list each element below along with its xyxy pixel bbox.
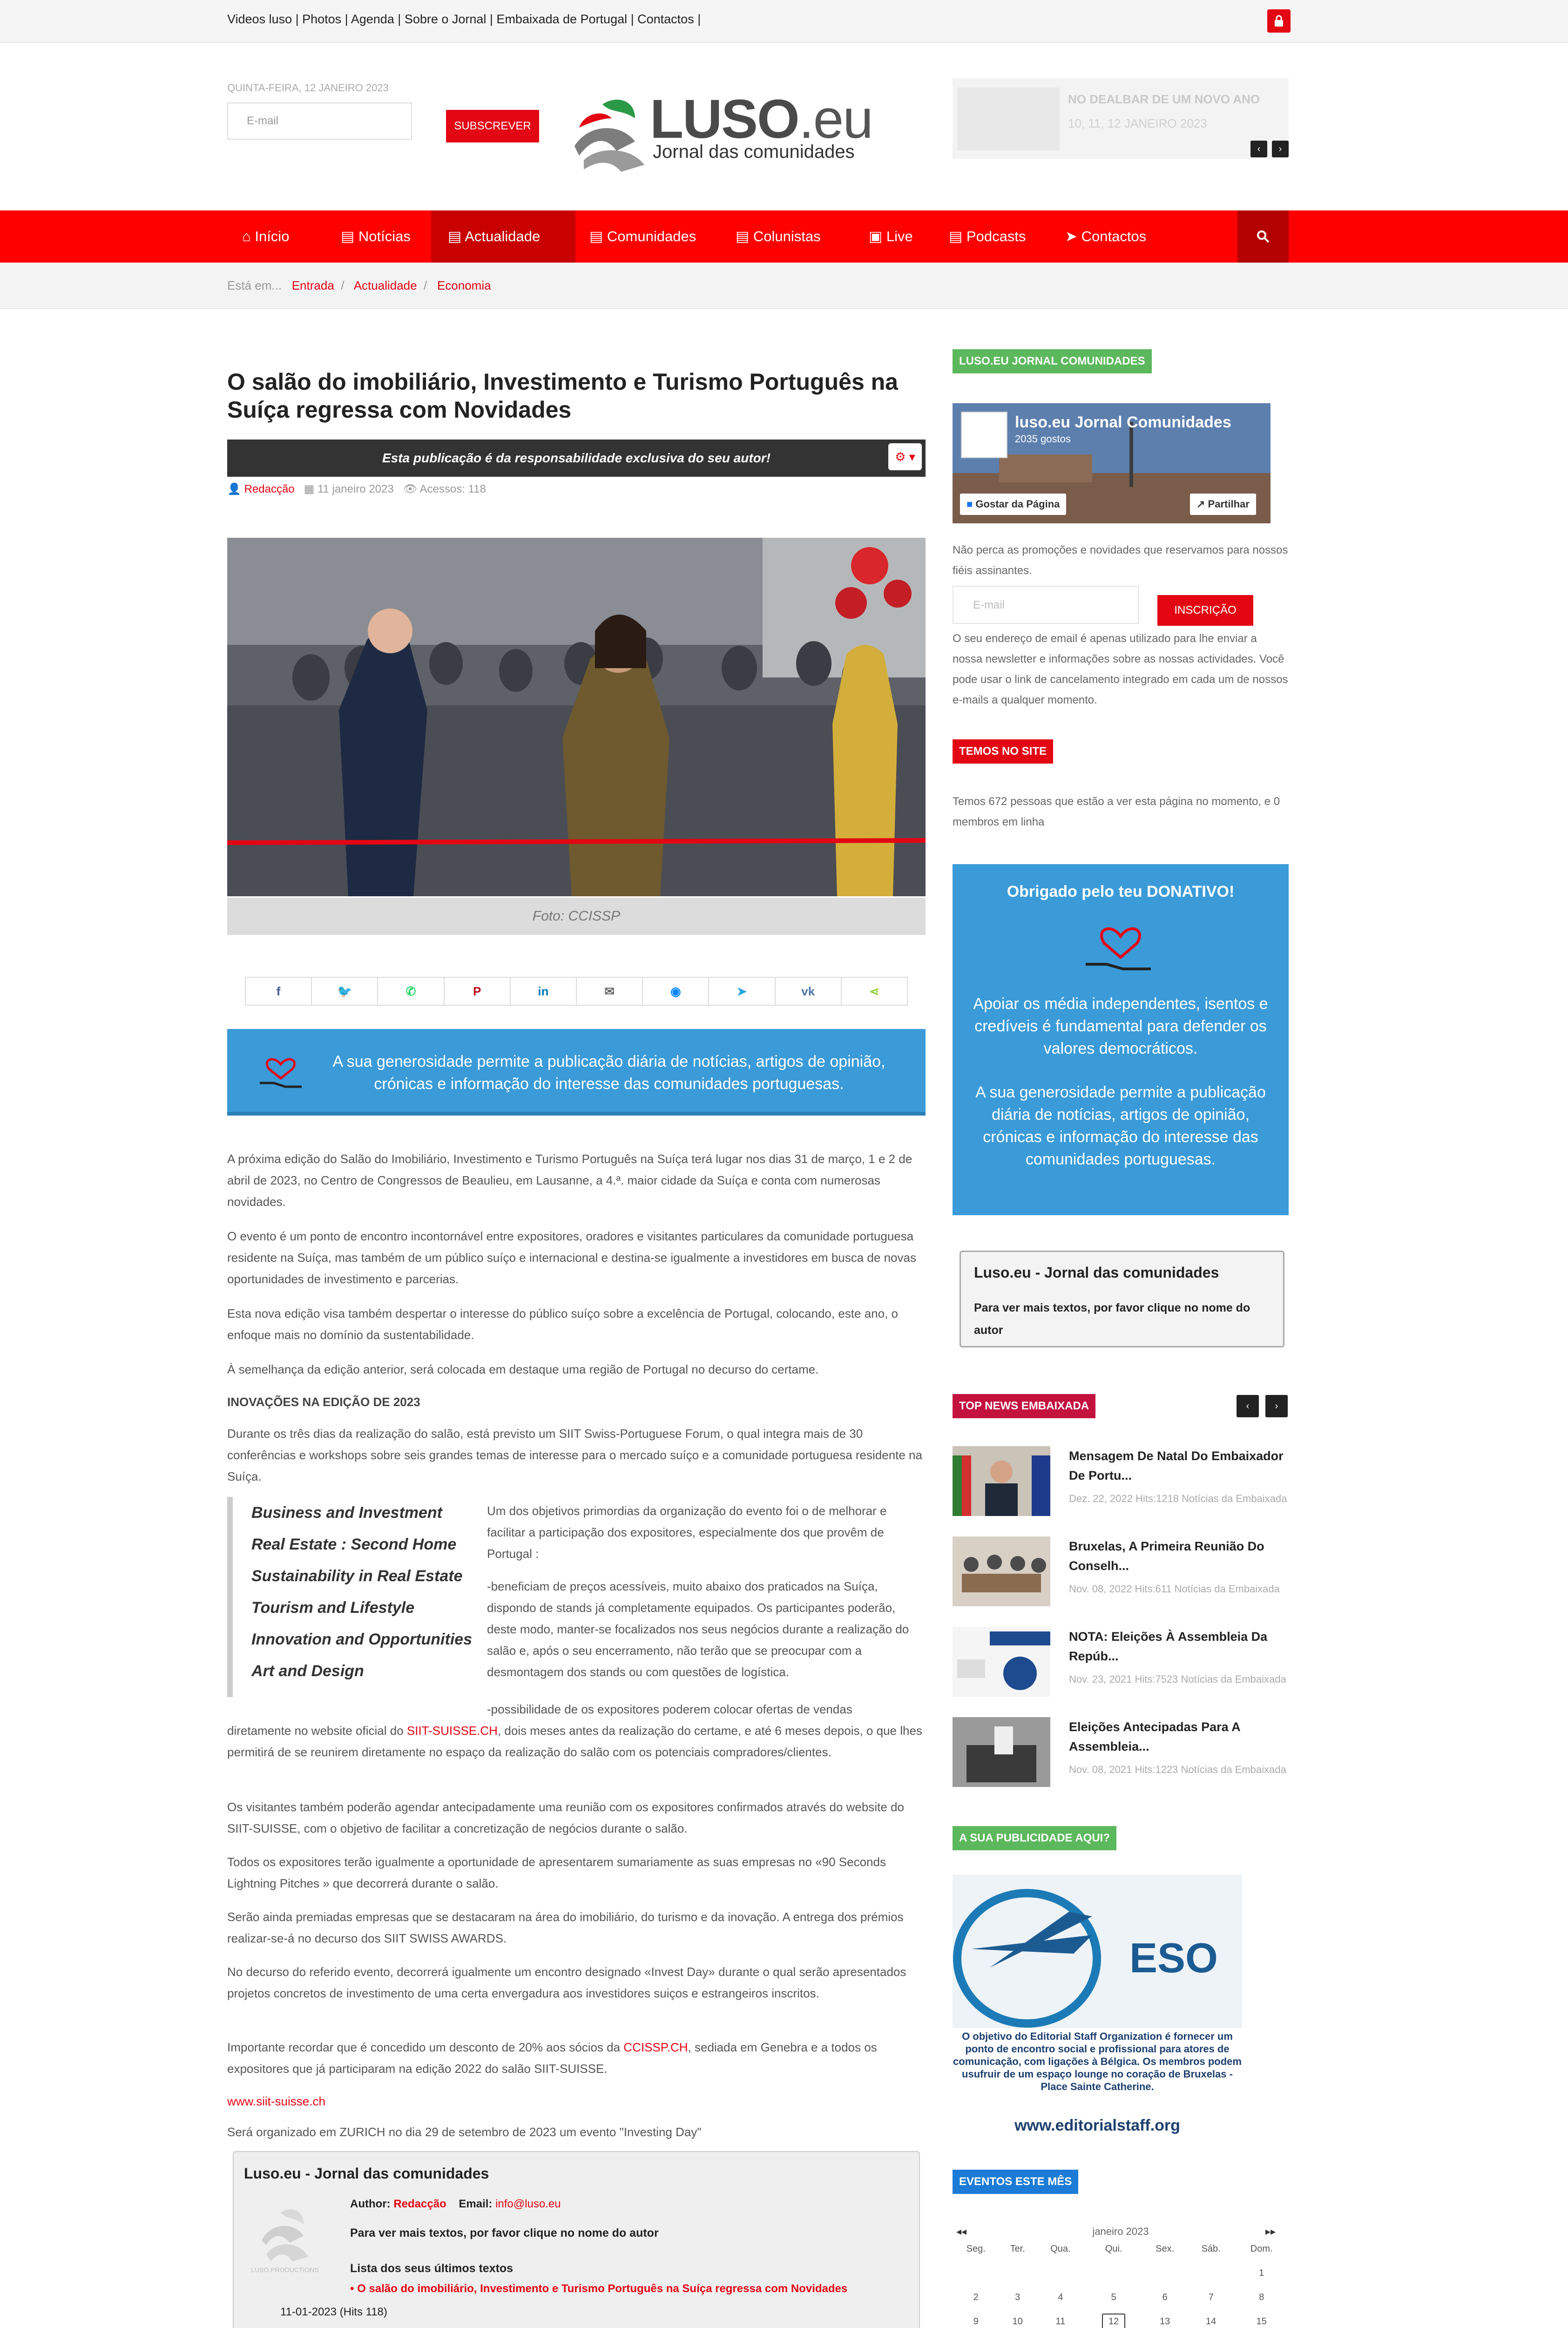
breadcrumb-bar (0, 263, 1568, 309)
facebook-page-widget[interactable] (953, 403, 1271, 523)
news-title[interactable]: Eleições Antecipadas Para A Assembleia... (1069, 1720, 1240, 1753)
article-meta (227, 482, 486, 496)
author-box-heading: Luso.eu - Jornal das comunidades (244, 2165, 489, 2182)
film-icon: ▣ (869, 228, 886, 244)
online-text: Temos 672 pessoas que estão a ver esta página no momento, e 0 membros em linha (953, 795, 1280, 828)
calendar-day-header: Dom. (1250, 2243, 1273, 2254)
breadcrumb-item[interactable]: Actualidade (353, 278, 417, 292)
calendar-day[interactable]: 3 (1015, 2292, 1021, 2302)
theme-item: Business and Investment (251, 1504, 443, 1522)
logo-wordmark: LUSO.eu (650, 88, 872, 150)
nav-item-live[interactable]: ▣ Live (869, 228, 913, 244)
nav-item-contactos[interactable]: ➤ Contactos (1065, 228, 1147, 244)
news-title[interactable]: NOTA: Eleições À Assembleia Da Repúb... (1069, 1630, 1268, 1663)
eso-url[interactable]: www.editorialstaff.org (1014, 2117, 1180, 2134)
calendar-day[interactable]: 15 (1256, 2316, 1267, 2327)
current-date: QUINTA-FEIRA, 12 JANEIRO 2023 (227, 82, 389, 94)
luso-widget-text[interactable]: Para ver mais textos, por favor clique no nome do autor (974, 1301, 1250, 1337)
news-meta: Nov. 23, 2021 Hits:7523 Notícias da Embaixada (1069, 1673, 1286, 1685)
main-nav (0, 210, 1568, 263)
article-subheading: INOVAÇÕES NA EDIÇÃO DE 2023 (227, 1395, 420, 1409)
calendar-day[interactable]: 2 (973, 2292, 979, 2302)
calendar-today[interactable]: 12 (1085, 2309, 1142, 2328)
fb-like-button[interactable]: ■ Gostar da Página (960, 494, 1066, 515)
calendar-day[interactable]: 11 (1055, 2316, 1066, 2327)
whatsapp-icon[interactable]: ✆ (378, 978, 444, 1005)
ad-label: A SUA PUBLICIDADE AQUI? (953, 1826, 1116, 1850)
header-email-input[interactable]: E-mail (227, 102, 412, 140)
newspaper-icon: ▤ (341, 228, 358, 244)
share-icon[interactable]: ⋖ (869, 984, 879, 998)
fb-widget-label: LUSO.EU JORNAL COMUNIDADES (953, 349, 1152, 373)
nav-item-colunistas[interactable]: ▤ Colunistas (736, 228, 821, 244)
donate-text: A sua generosidade permite a publicação diária de notícias, artigos de opinião, crónicas e informação do interesse das comunidades portuguesas. (332, 1053, 885, 1093)
logo-subtitle: Jornal das comunidades (653, 142, 855, 162)
pinterest-icon[interactable]: P (445, 978, 511, 1005)
article-paragraph: -beneficiam de preços acessíveis, muito abaixo dos praticados na Suíça, dispondo de stands já completamente equipados. Os participantes poderão, deste modo, manter-se focalizados nos seus negócios durante a realização do salão e, após o seu encerramento, não terão que se preocupar com a desmontagem dos stands ou com questões de logística. (487, 1579, 909, 1679)
article-views: Acessos: 118 (419, 483, 486, 495)
news-thumbnail (953, 1446, 1050, 1516)
article-paragraph: Importante recordar que é concedido um desconto de 20% aos sócios da CCISSP.CH, sediada em Genebra e a todos os expositores que já participaram na edição 2022 do salão SIIT-SUISSE. (227, 2040, 877, 2076)
calendar-day[interactable]: 6 (1162, 2292, 1168, 2302)
fb-share-button[interactable]: ↗ Partilhar (1190, 494, 1256, 515)
donate-widget-title: Obrigado pelo teu DONATIVO! (1007, 883, 1235, 900)
siit-url-link[interactable]: www.siit-suisse.ch (227, 2094, 325, 2108)
donate-widget[interactable] (953, 864, 1289, 1215)
article-paragraph: diretamente no website oficial do SIIT-SUISSE.CH, dois meses antes da realização do certame, e até 6 meses depois, o que lhes permitirá de se reunirem diretamente no espaço da realização do salão com os potenciais compradores/clientes. (227, 1724, 922, 1759)
nav-item-podcasts[interactable]: ▤ Podcasts (949, 228, 1026, 244)
calendar-next-button[interactable]: ▸▸ (1265, 2226, 1276, 2237)
author-link[interactable]: Redacção (393, 2198, 446, 2210)
theme-item: Innovation and Opportunities (251, 1631, 473, 1648)
article-paragraph: Serão ainda premiadas empresas que se destacaram na área do imobiliário, do turismo e da inovação. A entrega dos prémios realizar-se-á no decurso dos SIIT SWISS AWARDS. (227, 1910, 904, 1945)
calendar-day-header: Sáb. (1201, 2243, 1221, 2254)
siit-link[interactable]: SIIT-SUISSE.CH (406, 1724, 498, 1738)
eso-advert[interactable] (953, 1875, 1242, 2147)
promo-subtitle: 10, 11, 12 JANEIRO 2023 (1068, 116, 1207, 130)
photo-caption: Foto: CCISSP (227, 898, 926, 935)
avatar-caption: LUSO.PRODUCTIONS (251, 2266, 319, 2274)
fb-page-name: luso.eu Jornal Comunidades (1015, 413, 1231, 431)
breadcrumb-item[interactable]: Economia (437, 278, 491, 292)
newspaper-icon: ▤ (448, 228, 465, 244)
search-icon[interactable] (1237, 210, 1289, 263)
twitter-icon[interactable]: 🐦 (312, 978, 378, 1005)
author-box (233, 2151, 920, 2328)
donate-widget-text: A sua generosidade permite a publicação diária de notícias, artigos de opinião, crónicas e informação do interesse das comunidades portuguesas. (975, 1083, 1266, 1168)
heart-hand-icon (1081, 915, 1160, 976)
news-title[interactable]: Bruxelas, A Primeira Reunião Do Conselh... (1069, 1539, 1264, 1573)
calendar-day[interactable]: 14 (1206, 2316, 1217, 2327)
calendar-day[interactable]: 13 (1160, 2316, 1170, 2327)
calendar-grid (953, 2237, 1289, 2328)
eso-text: O objetivo do Editorial Staff Organization é fornecer um ponto de encontro social e profissional para atores de comunicação, com ligações à Bélgica. Os membros podem usufruir de um espaço lounge no coração de Bruxelas - Place Sainte Catherine. (953, 2030, 1242, 2092)
subscribe-button[interactable]: SUBSCREVER (446, 110, 539, 142)
calendar-day-header: Qua. (1050, 2243, 1071, 2254)
top-news-label: TOP NEWS EMBAIXADA (953, 1394, 1095, 1418)
news-thumbnail (953, 1717, 1050, 1787)
logo-mark (565, 90, 654, 174)
article-paragraph: Todos os expositores terão igualmente a oportunidade de apresentarem sumariamente as suas empresas no «90 Seconds Lightning Pitches » que decorrerá durante o salão. (227, 1855, 886, 1890)
lock-icon[interactable] (1267, 9, 1291, 33)
facebook-icon: ■ (966, 498, 973, 510)
breadcrumb-prefix: Está em... (227, 278, 282, 292)
article-author[interactable]: Redacção (244, 483, 295, 495)
promo-image (957, 88, 1060, 150)
news-meta: Nov. 08, 2022 Hits:611 Notícias da Embaixada (1069, 1583, 1280, 1595)
facebook-icon[interactable]: f (246, 978, 312, 1005)
article-paragraph: No decurso do referido evento, decorrerá igualmente um encontro designado «Invest Day» durante o qual serão apresentados projetos concretos de investimento de uma certa envergadura aos investidores suiços e estrangeiros inscritos. (227, 1965, 906, 2000)
theme-item: Tourism and Lifestyle (251, 1599, 415, 1617)
eye-icon: 👁 (403, 483, 418, 495)
top-links[interactable]: Videos luso | Photos | Agenda | Sobre o Jornal | Embaixada de Portugal | Contactos | (227, 12, 701, 26)
author-last-texts: Lista dos seus últimos textos (350, 2262, 514, 2275)
calendar-prev-button[interactable]: ◂◂ (956, 2226, 967, 2237)
calendar-day[interactable]: 7 (1208, 2292, 1214, 2302)
calendar-day[interactable]: 9 (973, 2316, 979, 2327)
article-paragraph: A próxima edição do Salão do Imobiliário, Investimento e Turismo Português na Suíça terá lugar nos dias 31 de março, 1 e 2 de abril de 2023, no Centro de Congressos de Beaulieu, em Lausanne, a 4.ª. maior cidade da Suíça e conta com numerosas novidades. (227, 1152, 912, 1209)
header-promo-banner[interactable] (953, 78, 1289, 159)
calendar-day[interactable]: 1 (1259, 2267, 1264, 2278)
promo-prev-button[interactable]: ‹ (1250, 141, 1267, 157)
news-title[interactable]: Mensagem De Natal Do Embaixador De Portu... (1069, 1449, 1284, 1482)
author-text-meta: 11-01-2023 (Hits 118) (280, 2306, 387, 2318)
newspaper-icon: ▤ (949, 228, 966, 244)
calendar-day-header: Ter. (1010, 2243, 1025, 2254)
events-label: EVENTOS ESTE MÊS (953, 2170, 1078, 2194)
top-news-prev-button[interactable]: ‹ (1237, 1395, 1259, 1417)
vk-icon[interactable]: vk (776, 978, 842, 1005)
eso-logo (953, 1875, 1242, 2028)
news-item[interactable] (953, 1627, 1289, 1701)
breadcrumb: Está em... Entrada / Actualidade / Economia (227, 278, 491, 292)
news-thumbnail (953, 1536, 1050, 1606)
author-more-texts: Para ver mais textos, por favor clique no nome do autor (350, 2226, 659, 2240)
themes-quote (227, 1497, 476, 1697)
article-paragraph: Um dos objetivos primordias da organização do evento foi o de melhorar e facilitar a participação dos expositores, especialmente dos que provêm de Portugal : (487, 1504, 887, 1561)
theme-item: Art and Design (251, 1662, 364, 1680)
responsibility-banner: Esta publicação é da responsabilidade exclusiva do seu autor! (227, 440, 926, 477)
article-title: O salão do imobiliário, Investimento e Turismo Português na Suíça regressa com Novidades (227, 369, 898, 423)
news-thumbnail (953, 1627, 1050, 1697)
promo-title: NO DEALBAR DE UM NOVO ANO (1068, 92, 1260, 106)
calendar-day-header: Seg. (966, 2243, 986, 2254)
theme-item: Sustainability in Real Estate (251, 1567, 463, 1585)
newsletter-email-input[interactable]: E-mail (953, 586, 1139, 624)
article-paragraph: Os visitantes também poderão agendar antecipadamente uma reunião com os expositores confirmados através do website do SIIT-SUISSE, com o objetivo de facilitar a concretização de negócios durante o salão. (227, 1800, 904, 1835)
privacy-text: O seu endereço de email é apenas utilizado para lhe enviar a nossa newsletter e informações sobre as nossas actividades. Você pode usar o link de cancelamento integrado em cada um de nossos e-mails a qualquer momento. (953, 632, 1288, 706)
nav-item-comunidades[interactable]: ▤ Comunidades (589, 228, 696, 244)
article-paragraph: À semelhança da edição anterior, será colocada em destaque uma região de Portugal no decurso do certame. (227, 1362, 819, 1376)
promo-next-button[interactable]: › (1272, 141, 1289, 157)
top-bar (0, 0, 1568, 43)
article-paragraph: Será organizado em ZURICH no dia 29 de setembro de 2023 um evento "Investing Day" (227, 2125, 702, 2139)
top-news-next-button[interactable]: › (1265, 1395, 1288, 1417)
newspaper-icon: ▤ (589, 228, 607, 244)
site-logo[interactable] (565, 86, 872, 174)
nav-item-actualidade[interactable]: ▤ Actualidade (431, 210, 575, 263)
share-buttons (245, 977, 908, 1006)
nav-item-noticias[interactable]: ▤ Notícias (341, 228, 411, 244)
donate-widget-text: Apoiar os média independentes, isentos e credíveis é fundamental para defender os valores democráticos. (973, 995, 1268, 1057)
calendar-day-header: Qui. (1105, 2243, 1122, 2254)
gear-icon[interactable]: ⚙ ▾ (888, 443, 922, 470)
breadcrumb-item[interactable]: Entrada (291, 278, 334, 292)
calendar-day-header: Sex. (1156, 2243, 1175, 2254)
newspaper-icon: ▤ (736, 228, 753, 244)
news-item[interactable] (953, 1446, 1289, 1521)
theme-item: Real Estate : Second Home (251, 1536, 457, 1553)
messenger-icon[interactable]: ◉ (643, 978, 709, 1005)
online-label: TEMOS NO SITE (953, 739, 1053, 764)
calendar-day[interactable]: 5 (1111, 2292, 1116, 2302)
news-item[interactable] (953, 1536, 1289, 1611)
author-avatar (248, 2199, 322, 2278)
fb-likes: 2035 gostos (1015, 433, 1071, 445)
home-icon: ⌂ (242, 228, 255, 244)
calendar-icon: ▦ (304, 483, 315, 495)
luso-widget-title: Luso.eu - Jornal das comunidades (974, 1264, 1219, 1281)
article-date: 11 janeiro 2023 (318, 483, 394, 495)
user-icon: 👤 (227, 483, 241, 495)
news-meta: Dez. 22, 2022 Hits:1218 Notícias da Embaixada (1069, 1493, 1287, 1504)
calendar-day[interactable]: 8 (1259, 2292, 1264, 2302)
heart-hand-icon (255, 1046, 306, 1092)
telegram-icon[interactable]: ➤ (709, 978, 775, 1005)
linkedin-icon[interactable]: in (511, 978, 577, 1005)
ccissp-link[interactable]: CCISSP.CH (623, 2040, 688, 2054)
svg-text:ESO: ESO (1129, 1935, 1218, 1982)
luso-author-widget (960, 1251, 1284, 1347)
article-paragraph: -possibilidade de os expositores poderem colocar ofertas de vendas (487, 1702, 852, 1716)
article-paragraph: O evento é um ponto de encontro incontornável entre expositores, oradores e visitantes particulares da comunidade portuguesa residente na Suíça, mas também de um público suíço e internacional e destina-se igualmente a investidores em busca de novas oportunidades de investimento e parcerias. (227, 1229, 916, 1286)
author-line: Author: Redacção Email: info@luso.eu (350, 2198, 561, 2210)
send-icon: ➤ (1065, 228, 1081, 244)
article-paragraph: Esta nova edição visa também despertar o interesse do público suíço sobre a excelência de Portugal, colocando, este ano, o enfoque mais no domínio da sustentabilidade. (227, 1306, 898, 1342)
news-item[interactable] (953, 1717, 1289, 1792)
calendar-month: janeiro 2023 (1092, 2226, 1149, 2237)
donate-banner[interactable] (227, 1029, 926, 1116)
nav-item-inicio[interactable]: ⌂ Início (242, 228, 290, 244)
news-meta: Nov. 08, 2021 Hits:1223 Notícias da Embaixada (1069, 1764, 1286, 1775)
author-email-link[interactable]: info@luso.eu (495, 2198, 561, 2210)
calendar-day[interactable]: 4 (1058, 2292, 1063, 2302)
calendar-day[interactable]: 10 (1012, 2316, 1023, 2327)
article-photo (227, 538, 926, 896)
newsletter-signup-button[interactable]: INSCRIÇÃO (1157, 595, 1253, 626)
author-text-item[interactable]: • O salão do imobiliário, Investimento e Turismo Português na Suíça regressa com Novidades (350, 2282, 848, 2295)
mail-icon[interactable]: ✉ (577, 978, 643, 1005)
article-paragraph: Durante os três dias da realização do salão, está previsto um SIIT Swiss-Portuguese Forum, o qual integra mais de 30 conferências e workshops sobre seis grandes temas de interesse para o mercado suíço e a comunidade portuguesa residente na Suíça. (227, 1427, 922, 1483)
newsletter-text: Não perca as promoções e novidades que reservamos para nossos fiéis assinantes. (953, 544, 1288, 577)
fb-page-logo (961, 412, 1007, 458)
